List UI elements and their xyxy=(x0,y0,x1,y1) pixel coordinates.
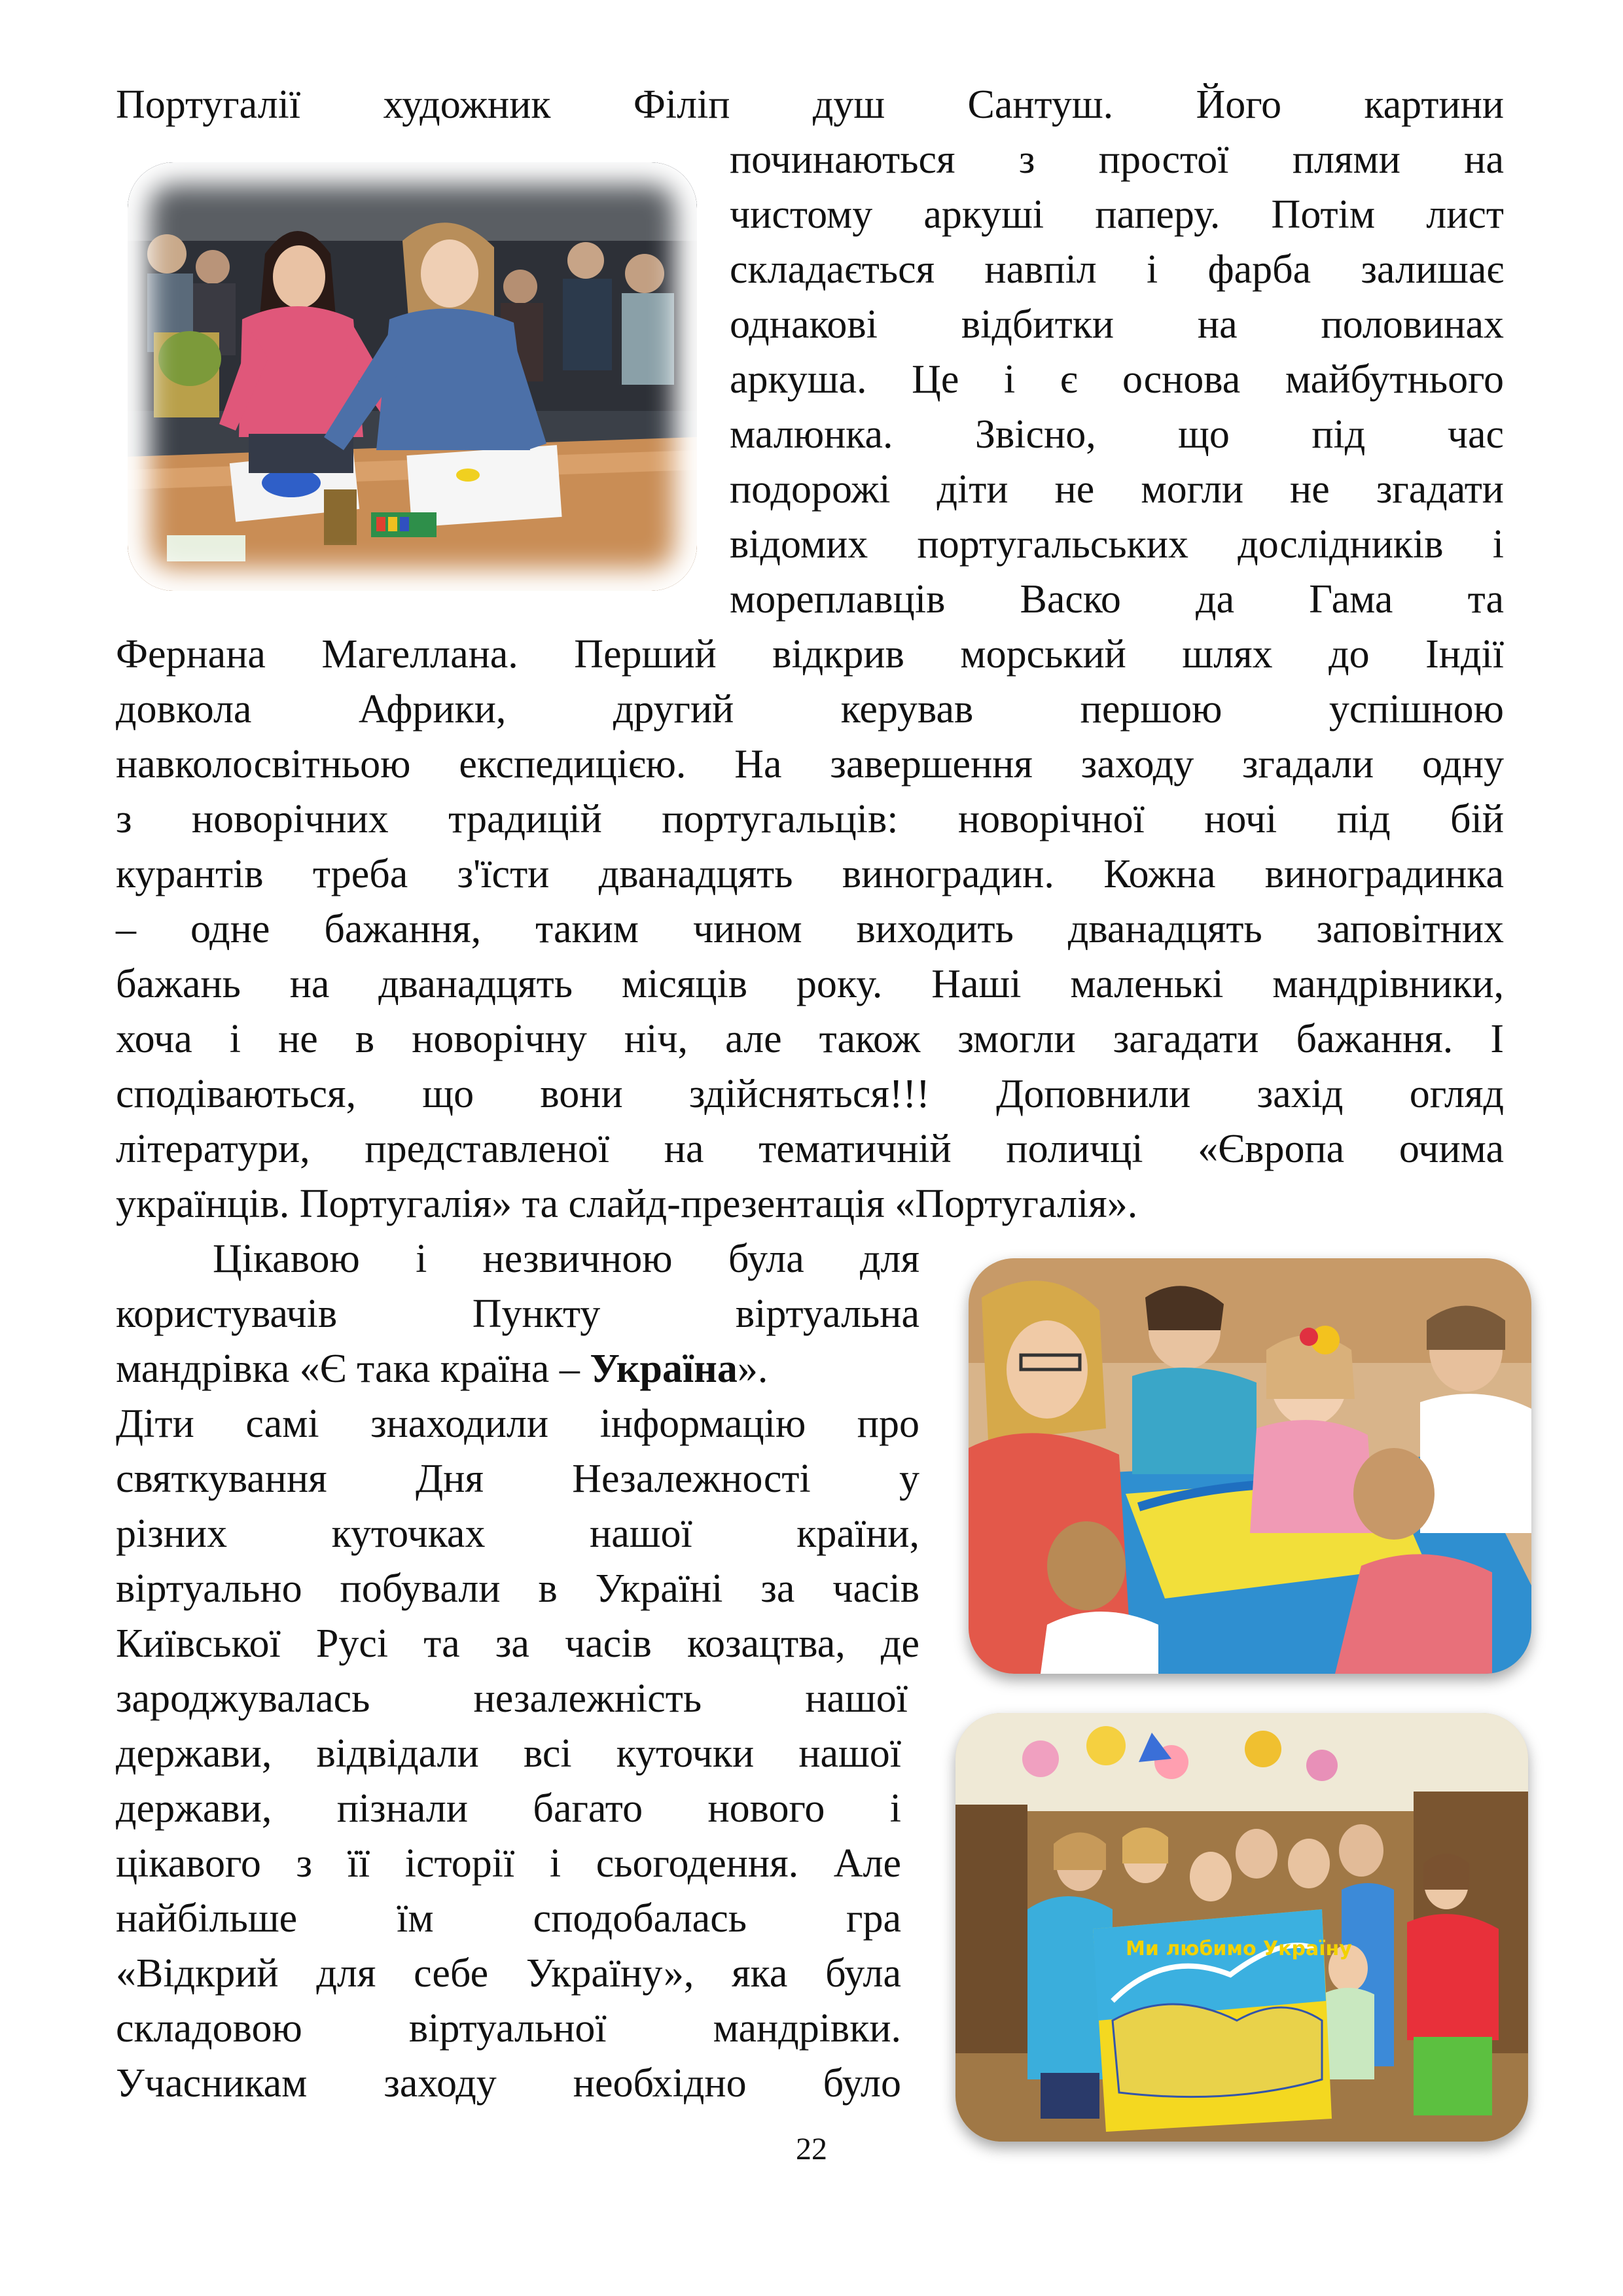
photo-children-with-map-image xyxy=(969,1258,1531,1674)
body-line-5: однакові відбитки на половинах xyxy=(730,302,1504,347)
body-line-11: Фернана Магеллана. Перший відкрив морський шлях до Індії xyxy=(116,632,1504,677)
body-line-13: навколосвітньою експедицією. На завершення заходу згадали одну xyxy=(116,742,1504,786)
body-line-31: держави, відвідали всі куточки нашої xyxy=(116,1731,901,1776)
body-line-20: літератури, представленої на тематичній поличці «Європа очима xyxy=(116,1127,1504,1171)
body-line-37: Учасникам заходу необхідно було xyxy=(116,2061,901,2106)
body-line-4: складається навпіл і фарба залишає xyxy=(730,247,1504,292)
photo-children-with-map xyxy=(969,1258,1531,1674)
body-line-36: складовою віртуальної мандрівки. xyxy=(116,2006,901,2051)
photo-group-holding-poster-image xyxy=(955,1713,1528,2142)
body-line-26: святкування Дня Незалежності у xyxy=(116,1457,919,1501)
photo-girls-painting-image xyxy=(128,162,697,591)
body-line-15: курантів треба з'їсти дванадцять виноградин. Кожна виноградинка xyxy=(116,852,1504,896)
body-line-24 xyxy=(116,1341,919,1396)
body-line-21: українців. Португалія» та слайд-презентація «Португалія». xyxy=(116,1182,1138,1226)
body-line-2: починаються з простої плями на xyxy=(730,137,1504,182)
body-line-1: Португалії художник Філіп душ Сантуш. Його картини xyxy=(116,82,1504,127)
body-line-8: подорожі діти не могли не згадати xyxy=(730,467,1504,512)
body-line-14: з новорічних традицій португальців: новорічної ночі під бій xyxy=(116,797,1504,841)
body-line-19: сподіваються, що вони здійсняться!!! Доповнили захід огляд xyxy=(116,1072,1504,1116)
body-line-16: – одне бажання, таким чином виходить дванадцять заповітних xyxy=(116,907,1504,951)
body-line-10: мореплавців Васко да Гама та xyxy=(730,577,1504,622)
body-line-33: цікавого з її історії і сьогодення. Але xyxy=(116,1841,901,1886)
body-line-27: різних куточках нашої країни, xyxy=(116,1511,919,1556)
photo-girls-painting xyxy=(128,162,697,591)
photo-group-holding-poster xyxy=(955,1713,1528,2142)
body-line-18: хоча і не в новорічну ніч, але також змогли загадати бажання. І xyxy=(116,1017,1504,1061)
body-line-12: довкола Африки, другий керував першою успішною xyxy=(116,687,1504,732)
body-line-30: зароджувалась незалежність нашої xyxy=(116,1676,908,1721)
body-line-34: найбільше їм сподобалась гра xyxy=(116,1896,901,1941)
body-line-7: малюнка. Звісно, що під час xyxy=(730,412,1504,457)
body-line-28: віртуально побували в Україні за часів xyxy=(116,1566,919,1611)
body-line-24-text: мандрівка «Є така країна – xyxy=(116,1347,590,1391)
body-line-25: Діти самі знаходили інформацію про xyxy=(116,1402,919,1446)
ukraine-bold: Україна xyxy=(590,1347,738,1391)
body-line-29: Київської Русі та за часів козацтва, де xyxy=(116,1621,919,1666)
page-number: 22 xyxy=(796,2132,827,2166)
body-line-35: «Відкрий для себе Україну», яка була xyxy=(116,1951,901,1996)
body-line-17: бажань на дванадцять місяців року. Наші маленькі мандрівники, xyxy=(116,962,1504,1006)
body-line-6: аркуша. Це і є основа майбутнього xyxy=(730,357,1504,402)
poster-text: Ми любимо Україну xyxy=(1126,1937,1352,1960)
body-line-9: відомих португальських дослідників і xyxy=(730,522,1504,567)
body-line-24-end: ». xyxy=(737,1347,768,1391)
body-line-32: держави, пізнали багато нового і xyxy=(116,1786,901,1831)
body-line-3: чистому аркуші паперу. Потім лист xyxy=(730,192,1504,237)
body-line-23: користувачів Пункту віртуальна xyxy=(116,1292,919,1336)
body-line-22: Цікавою і незвичною була для xyxy=(213,1237,919,1281)
